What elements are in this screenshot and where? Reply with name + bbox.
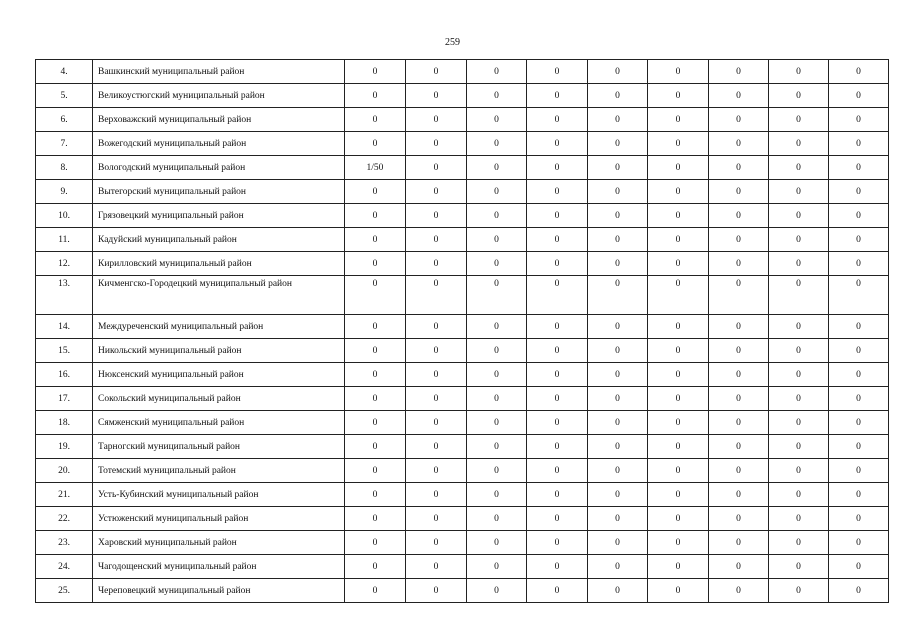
row-number: 5. — [36, 84, 93, 108]
table-row — [36, 84, 889, 108]
table-row — [36, 387, 889, 411]
value-cell: 0 — [406, 531, 467, 555]
row-number: 22. — [36, 507, 93, 531]
value-cell: 0 — [406, 180, 467, 204]
value-cell: 0 — [709, 579, 769, 603]
value-cell: 0 — [406, 252, 467, 276]
value-cell: 0 — [829, 84, 889, 108]
table-row — [36, 579, 889, 603]
value-cell: 0 — [467, 156, 527, 180]
value-cell: 0 — [648, 315, 709, 339]
value-cell: 0 — [345, 132, 406, 156]
value-cell: 0 — [769, 156, 829, 180]
row-number: 9. — [36, 180, 93, 204]
value-cell: 0 — [829, 339, 889, 363]
value-cell: 0 — [648, 411, 709, 435]
value-cell: 0 — [527, 339, 588, 363]
value-cell: 0 — [588, 132, 648, 156]
value-cell: 0 — [467, 315, 527, 339]
districts-table — [35, 59, 889, 603]
row-number: 4. — [36, 60, 93, 84]
row-number: 24. — [36, 555, 93, 579]
value-cell: 0 — [588, 483, 648, 507]
value-cell: 0 — [345, 507, 406, 531]
value-cell: 0 — [345, 84, 406, 108]
value-cell: 0 — [709, 387, 769, 411]
value-cell: 0 — [345, 555, 406, 579]
value-cell: 0 — [829, 363, 889, 387]
value-cell: 0 — [588, 84, 648, 108]
value-cell: 0 — [709, 531, 769, 555]
row-number: 15. — [36, 339, 93, 363]
value-cell: 0 — [588, 435, 648, 459]
table-row — [36, 411, 889, 435]
value-cell: 0 — [467, 387, 527, 411]
value-cell: 0 — [648, 507, 709, 531]
value-cell: 0 — [527, 555, 588, 579]
table-row — [36, 363, 889, 387]
value-cell: 0 — [467, 363, 527, 387]
value-cell: 0 — [345, 252, 406, 276]
table-row — [36, 204, 889, 228]
value-cell: 0 — [769, 180, 829, 204]
value-cell: 0 — [527, 579, 588, 603]
district-name: Нюксенский муниципальный район — [93, 363, 345, 387]
value-cell: 0 — [769, 435, 829, 459]
value-cell: 0 — [345, 459, 406, 483]
value-cell: 0 — [527, 483, 588, 507]
row-number: 19. — [36, 435, 93, 459]
value-cell: 0 — [648, 531, 709, 555]
row-number: 17. — [36, 387, 93, 411]
value-cell: 0 — [527, 228, 588, 252]
value-cell: 0 — [648, 132, 709, 156]
district-name: Сямженский муниципальный район — [93, 411, 345, 435]
value-cell: 0 — [829, 315, 889, 339]
table-row — [36, 60, 889, 84]
table-row — [36, 132, 889, 156]
row-number: 6. — [36, 108, 93, 132]
district-name: Вологодский муниципальный район — [93, 156, 345, 180]
value-cell: 0 — [345, 60, 406, 84]
table-row — [36, 459, 889, 483]
value-cell: 0 — [345, 531, 406, 555]
value-cell: 0 — [829, 228, 889, 252]
row-number: 12. — [36, 252, 93, 276]
value-cell: 0 — [467, 507, 527, 531]
table-row — [36, 180, 889, 204]
value-cell: 0 — [829, 108, 889, 132]
value-cell: 0 — [588, 315, 648, 339]
value-cell: 0 — [406, 339, 467, 363]
value-cell: 0 — [648, 459, 709, 483]
value-cell: 0 — [769, 132, 829, 156]
value-cell: 0 — [648, 204, 709, 228]
value-cell: 0 — [588, 579, 648, 603]
value-cell: 0 — [829, 531, 889, 555]
value-cell: 0 — [829, 507, 889, 531]
value-cell: 0 — [406, 483, 467, 507]
value-cell: 0 — [769, 276, 829, 315]
district-name: Грязовецкий муниципальный район — [93, 204, 345, 228]
value-cell: 0 — [345, 276, 406, 315]
value-cell: 0 — [527, 180, 588, 204]
value-cell: 0 — [709, 84, 769, 108]
value-cell: 0 — [769, 363, 829, 387]
value-cell: 0 — [588, 531, 648, 555]
value-cell: 0 — [406, 579, 467, 603]
value-cell: 0 — [709, 363, 769, 387]
table-row — [36, 276, 889, 315]
value-cell: 0 — [588, 339, 648, 363]
value-cell: 0 — [406, 555, 467, 579]
value-cell: 0 — [345, 435, 406, 459]
table-row — [36, 507, 889, 531]
value-cell: 0 — [527, 204, 588, 228]
row-number: 14. — [36, 315, 93, 339]
value-cell: 0 — [527, 156, 588, 180]
value-cell: 0 — [527, 84, 588, 108]
value-cell: 0 — [588, 252, 648, 276]
row-number: 18. — [36, 411, 93, 435]
value-cell: 0 — [467, 252, 527, 276]
value-cell: 0 — [709, 156, 769, 180]
value-cell: 0 — [709, 555, 769, 579]
value-cell: 0 — [709, 252, 769, 276]
value-cell: 0 — [527, 132, 588, 156]
value-cell: 0 — [769, 228, 829, 252]
table-row — [36, 531, 889, 555]
row-number: 10. — [36, 204, 93, 228]
value-cell: 0 — [588, 363, 648, 387]
row-number: 25. — [36, 579, 93, 603]
value-cell: 0 — [345, 228, 406, 252]
value-cell: 0 — [709, 483, 769, 507]
value-cell: 0 — [648, 156, 709, 180]
value-cell: 0 — [829, 435, 889, 459]
value-cell: 0 — [588, 60, 648, 84]
value-cell: 0 — [527, 315, 588, 339]
value-cell: 0 — [648, 228, 709, 252]
value-cell: 0 — [406, 156, 467, 180]
value-cell: 0 — [527, 276, 588, 315]
district-name: Харовский муниципальный район — [93, 531, 345, 555]
district-name: Череповецкий муниципальный район — [93, 579, 345, 603]
value-cell: 0 — [588, 276, 648, 315]
value-cell: 0 — [467, 579, 527, 603]
value-cell: 0 — [588, 459, 648, 483]
value-cell: 0 — [406, 459, 467, 483]
value-cell: 0 — [648, 435, 709, 459]
value-cell: 0 — [345, 339, 406, 363]
value-cell: 0 — [769, 108, 829, 132]
value-cell: 0 — [769, 252, 829, 276]
district-name: Сокольский муниципальный район — [93, 387, 345, 411]
table-row — [36, 339, 889, 363]
value-cell: 0 — [406, 228, 467, 252]
value-cell: 0 — [769, 531, 829, 555]
value-cell: 0 — [709, 108, 769, 132]
value-cell: 0 — [648, 108, 709, 132]
value-cell: 0 — [769, 411, 829, 435]
value-cell: 0 — [709, 315, 769, 339]
value-cell: 0 — [829, 387, 889, 411]
value-cell: 0 — [648, 60, 709, 84]
value-cell: 0 — [709, 339, 769, 363]
district-name: Кадуйский муниципальный район — [93, 228, 345, 252]
value-cell: 0 — [709, 435, 769, 459]
value-cell: 0 — [769, 339, 829, 363]
value-cell: 0 — [406, 363, 467, 387]
district-name: Усть-Кубинский муниципальный район — [93, 483, 345, 507]
value-cell: 0 — [527, 108, 588, 132]
value-cell: 0 — [345, 180, 406, 204]
value-cell: 0 — [648, 555, 709, 579]
value-cell: 0 — [527, 507, 588, 531]
table-row — [36, 108, 889, 132]
table-row — [36, 156, 889, 180]
value-cell: 0 — [406, 507, 467, 531]
value-cell: 0 — [769, 60, 829, 84]
value-cell: 0 — [648, 387, 709, 411]
value-cell: 0 — [648, 483, 709, 507]
value-cell: 0 — [709, 228, 769, 252]
value-cell: 0 — [709, 459, 769, 483]
value-cell: 0 — [588, 204, 648, 228]
page-number: 259 — [445, 37, 460, 48]
value-cell: 0 — [406, 108, 467, 132]
value-cell: 0 — [527, 411, 588, 435]
value-cell: 0 — [829, 555, 889, 579]
table-row — [36, 228, 889, 252]
district-name: Кирилловский муниципальный район — [93, 252, 345, 276]
value-cell: 0 — [588, 156, 648, 180]
district-name: Тарногский муниципальный район — [93, 435, 345, 459]
value-cell: 0 — [769, 84, 829, 108]
district-name: Кичменгско-Городецкий муниципальный район — [93, 276, 345, 315]
table-row — [36, 315, 889, 339]
value-cell: 0 — [588, 387, 648, 411]
value-cell: 0 — [709, 411, 769, 435]
value-cell: 0 — [467, 132, 527, 156]
value-cell: 0 — [406, 435, 467, 459]
district-name: Вашкинский муниципальный район — [93, 60, 345, 84]
table-body — [36, 60, 889, 603]
district-name: Междуреченский муниципальный район — [93, 315, 345, 339]
value-cell: 0 — [527, 531, 588, 555]
value-cell: 0 — [527, 363, 588, 387]
table-row — [36, 555, 889, 579]
value-cell: 0 — [467, 180, 527, 204]
value-cell: 0 — [829, 459, 889, 483]
value-cell: 0 — [527, 252, 588, 276]
value-cell: 0 — [648, 84, 709, 108]
value-cell: 0 — [406, 387, 467, 411]
value-cell: 0 — [467, 108, 527, 132]
value-cell: 0 — [588, 180, 648, 204]
value-cell: 0 — [467, 228, 527, 252]
value-cell: 0 — [769, 483, 829, 507]
value-cell: 0 — [467, 204, 527, 228]
value-cell: 0 — [406, 132, 467, 156]
value-cell: 0 — [769, 204, 829, 228]
value-cell: 0 — [345, 579, 406, 603]
value-cell: 0 — [588, 507, 648, 531]
value-cell: 0 — [588, 411, 648, 435]
table-row — [36, 483, 889, 507]
value-cell: 0 — [467, 483, 527, 507]
row-number: 21. — [36, 483, 93, 507]
value-cell: 0 — [527, 459, 588, 483]
value-cell: 0 — [406, 84, 467, 108]
value-cell: 0 — [829, 579, 889, 603]
value-cell: 0 — [709, 507, 769, 531]
value-cell: 0 — [829, 132, 889, 156]
table-row — [36, 435, 889, 459]
row-number: 16. — [36, 363, 93, 387]
district-name: Никольский муниципальный район — [93, 339, 345, 363]
value-cell: 0 — [467, 411, 527, 435]
value-cell: 0 — [769, 459, 829, 483]
district-name: Великоустюгский муниципальный район — [93, 84, 345, 108]
value-cell: 0 — [648, 339, 709, 363]
row-number: 13. — [36, 276, 93, 315]
table-row — [36, 252, 889, 276]
value-cell: 0 — [829, 411, 889, 435]
value-cell: 0 — [769, 315, 829, 339]
value-cell: 0 — [406, 411, 467, 435]
value-cell: 0 — [406, 315, 467, 339]
value-cell: 0 — [406, 276, 467, 315]
value-cell: 0 — [709, 204, 769, 228]
value-cell: 0 — [345, 315, 406, 339]
value-cell: 0 — [467, 60, 527, 84]
value-cell: 0 — [467, 531, 527, 555]
value-cell: 0 — [769, 507, 829, 531]
district-name: Тотемский муниципальный район — [93, 459, 345, 483]
value-cell: 0 — [648, 180, 709, 204]
value-cell: 0 — [829, 252, 889, 276]
value-cell: 0 — [406, 204, 467, 228]
row-number: 23. — [36, 531, 93, 555]
value-cell: 0 — [648, 276, 709, 315]
value-cell: 0 — [829, 483, 889, 507]
value-cell: 0 — [345, 483, 406, 507]
value-cell: 0 — [345, 387, 406, 411]
value-cell: 0 — [769, 387, 829, 411]
value-cell: 0 — [467, 435, 527, 459]
value-cell: 0 — [588, 108, 648, 132]
value-cell: 0 — [829, 180, 889, 204]
row-number: 8. — [36, 156, 93, 180]
value-cell: 0 — [406, 60, 467, 84]
value-cell: 0 — [769, 579, 829, 603]
value-cell: 0 — [345, 363, 406, 387]
district-name: Устюженский муниципальный район — [93, 507, 345, 531]
value-cell: 0 — [467, 276, 527, 315]
district-name: Вытегорский муниципальный район — [93, 180, 345, 204]
value-cell: 0 — [588, 228, 648, 252]
district-name: Вожегодский муниципальный район — [93, 132, 345, 156]
value-cell: 0 — [345, 204, 406, 228]
value-cell: 0 — [769, 555, 829, 579]
value-cell: 0 — [829, 156, 889, 180]
value-cell: 0 — [345, 108, 406, 132]
value-cell: 0 — [829, 60, 889, 84]
value-cell: 0 — [709, 276, 769, 315]
row-number: 7. — [36, 132, 93, 156]
value-cell: 0 — [467, 555, 527, 579]
district-name: Чагодощенский муниципальный район — [93, 555, 345, 579]
value-cell: 0 — [648, 579, 709, 603]
value-cell: 0 — [527, 60, 588, 84]
value-cell: 0 — [829, 276, 889, 315]
value-cell: 0 — [467, 339, 527, 363]
value-cell: 0 — [345, 411, 406, 435]
row-number: 20. — [36, 459, 93, 483]
value-cell: 0 — [709, 132, 769, 156]
row-number: 11. — [36, 228, 93, 252]
value-cell: 0 — [467, 84, 527, 108]
district-name: Верховажский муниципальный район — [93, 108, 345, 132]
value-cell: 0 — [527, 387, 588, 411]
value-cell: 0 — [588, 555, 648, 579]
value-cell: 0 — [648, 252, 709, 276]
value-cell: 0 — [467, 459, 527, 483]
value-cell: 0 — [829, 204, 889, 228]
value-cell: 0 — [527, 435, 588, 459]
value-cell: 1/50 — [345, 156, 406, 180]
value-cell: 0 — [648, 363, 709, 387]
value-cell: 0 — [709, 180, 769, 204]
value-cell: 0 — [709, 60, 769, 84]
